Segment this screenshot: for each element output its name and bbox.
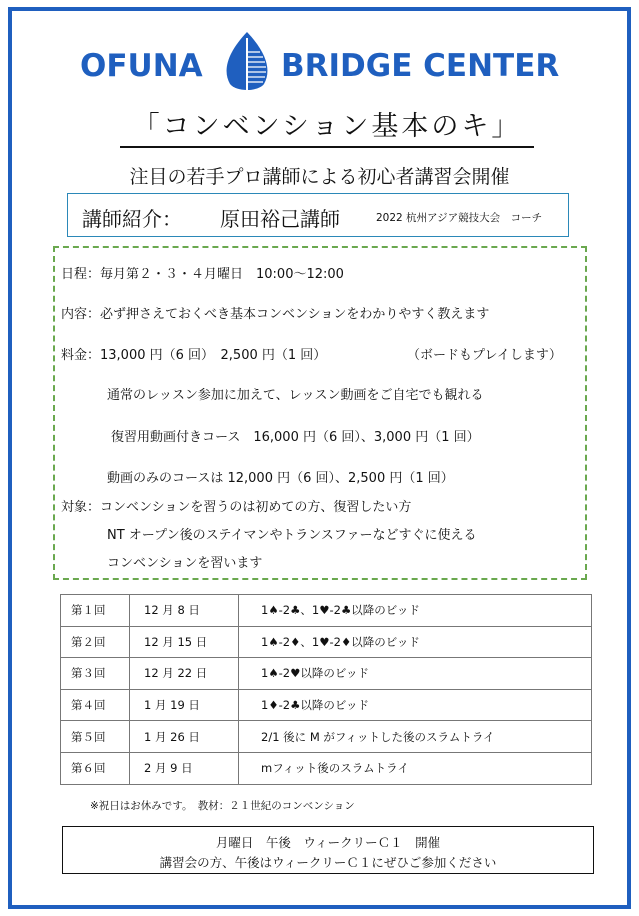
session-topic: mフィット後のスラムトライ [239,752,592,784]
session-number: 第６回 [61,752,130,784]
table-row [61,721,592,753]
table-row [61,626,592,658]
session-topic: 1♦-2♣以降のビッド [239,689,592,721]
target-text-1: 対象：コンベンションを習うのは初めての方、復習したい方 [61,500,412,515]
instructor-note: 2022 杭州アジア競技大会 コーチ [376,212,543,224]
session-topic: 1♠-2♣、1♥-2♣以降のビッド [239,595,592,627]
table-row [61,658,592,690]
table-row [61,752,592,784]
target-text-2: NT オープン後のステイマンやトランスファーなどすぐに使える [107,528,477,543]
session-number: 第３回 [61,658,130,690]
session-date: 2 月 9 日 [130,752,239,784]
notice-line-1: 月曜日 午後 ウィークリーＣ１ 開催 [215,835,441,850]
session-date: 1 月 19 日 [130,689,239,721]
session-topic: 1♠-2♦、1♥-2♦以降のビッド [239,626,592,658]
notice-line-2: 講習会の方、午後はウィークリーＣ１にぜひご参加ください [159,855,497,870]
content-text: 内容：必ず押さえておくべき基本コンベンションをわかりやすく教えます [61,307,490,322]
video-course-text: 復習用動画付きコース 16,000 円（6 回）、3,000 円（1 回） [111,430,480,445]
ofuna-bridge-center-logo [80,30,570,96]
video-only-text: 動画のみのコースは 12,000 円（6 回）、2,500 円（1 回） [107,471,454,486]
fee-note: （ボードもプレイします） [407,348,562,363]
footnote: ※祝日はお休みです。 教材：２１世紀のコンベンション [90,800,355,812]
session-date: 12 月 22 日 [130,658,239,690]
page-title: 「コンベンション基本のキ」 [120,104,534,148]
video-line: 通常のレッスン参加に加えて、レッスン動画をご自宅でも観れる [107,388,484,403]
schedule-table [60,594,592,785]
instructor-box [67,193,569,237]
details-box [53,246,587,580]
session-number: 第５回 [61,721,130,753]
session-number: 第１回 [61,595,130,627]
instructor-name: 原田裕己講師 [220,207,340,231]
session-date: 12 月 15 日 [130,626,239,658]
logo-text-right: BRIDGE CENTER [281,48,560,84]
table-row [61,595,592,627]
subtitle: 注目の若手プロ講師による初心者講習会開催 [129,166,510,188]
target-text-3: コンベンションを習います [107,556,263,571]
sail-icon [216,30,278,96]
session-topic: 1♠-2♥以降のビッド [239,658,592,690]
notice-box [62,826,594,874]
session-topic: 2/1 後に M がフィットした後のスラムトライ [239,721,592,753]
session-date: 1 月 26 日 [130,721,239,753]
fee-text: 料金：13,000 円（6 回） 2,500 円（1 回） [61,348,327,363]
session-date: 12 月 8 日 [130,595,239,627]
schedule-text: 日程：毎月第２・３・４月曜日 10:00～12:00 [61,267,344,282]
logo-text-left: OFUNA [80,48,203,84]
instructor-label: 講師紹介： [82,207,182,231]
session-number: 第２回 [61,626,130,658]
table-row [61,689,592,721]
session-number: 第４回 [61,689,130,721]
